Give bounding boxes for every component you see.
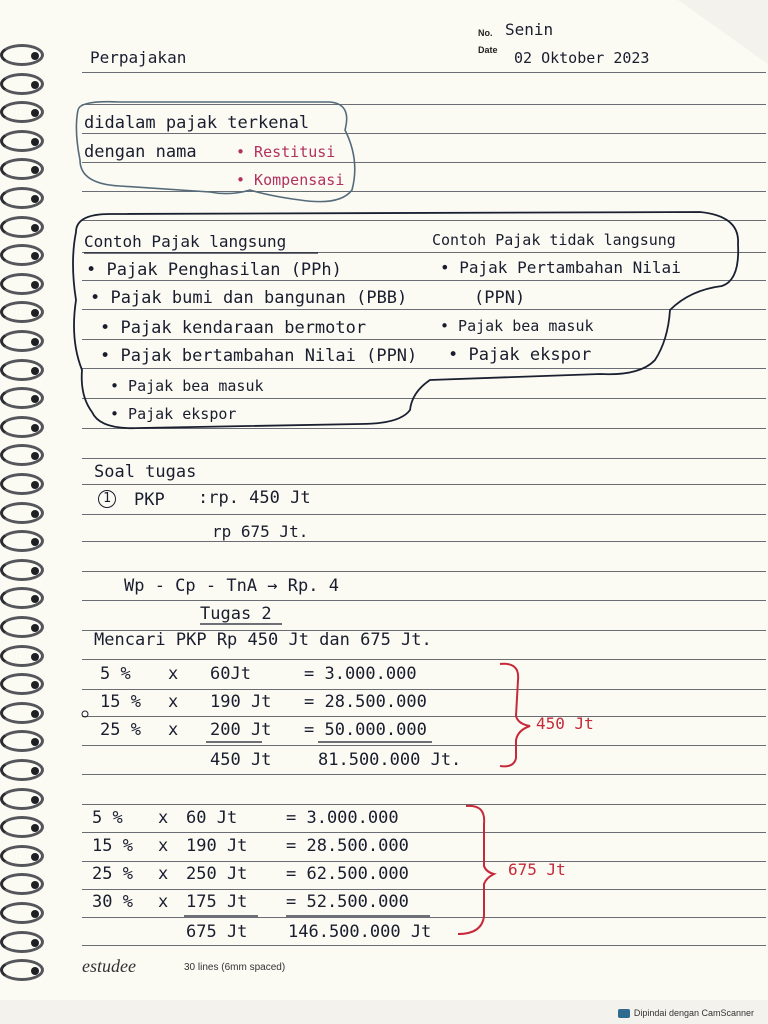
table-cell-amt: 175 Jt [186,892,248,912]
table-cell-amt: 60 Jt [186,808,238,828]
date-label: Date [478,45,498,55]
camscanner-icon [618,1009,630,1018]
table-cell-res: = 3.000.000 [286,808,399,828]
right-item: • Pajak bea masuk [440,317,594,335]
table-cell-amt: 190 Jt [210,692,272,712]
scanner-text: Dipindai dengan CamScanner [633,1008,754,1018]
no-label: No. [478,28,493,38]
table-cell-amt: 200 Jt [210,720,272,740]
table-cell-amt: 250 Jt [186,864,248,884]
left-item: • Pajak Penghasilan (PPh) [86,260,342,280]
t1-total-res: 81.500.000 Jt. [318,750,462,770]
no-value: Senin [505,20,554,39]
table-cell-pct: 25 % [92,864,133,884]
right-item: (PPN) [474,288,526,308]
t1-total-amt: 450 Jt [210,750,272,770]
date-value: 02 Oktober 2023 [514,49,650,67]
pkp-value-1: :rp. 450 Jt [198,488,311,508]
note-line-2: dengan nama [84,142,197,162]
left-item: • Pajak bumi dan bangunan (PBB) [90,288,408,308]
left-item: • Pajak kendaraan bermotor [100,318,367,338]
table-cell-res: = 28.500.000 [304,692,427,712]
right-heading: Contoh Pajak tidak langsung [432,231,676,249]
table-cell-x: x [158,808,169,828]
table-cell-res: = 62.500.000 [286,864,409,884]
table-cell-res: = 50.000.000 [304,720,427,740]
note-item-restitusi: • Restitusi [236,143,336,161]
soal-number: 1 [98,490,116,508]
table-cell-pct: 15 % [100,692,141,712]
table-cell-x: x [168,664,179,684]
t2-total-res: 146.500.000 Jt [288,922,432,942]
left-heading: Contoh Pajak langsung [84,232,287,251]
note-line-1: didalam pajak terkenal [84,113,310,133]
table-cell-res: = 28.500.000 [286,836,409,856]
table-cell-pct: 5 % [100,664,131,684]
table-cell-pct: 30 % [92,892,133,912]
note-item-kompensasi: • Kompensasi [236,171,345,189]
soal-heading: Soal tugas [94,462,197,482]
tugas-2: Tugas 2 [200,604,272,624]
bracket-label-450: 450 Jt [536,714,594,733]
pkp-label: PKP [134,490,165,510]
t2-total-amt: 675 Jt [186,922,248,942]
bracket-label-675: 675 Jt [508,860,566,879]
table-cell-x: x [158,864,169,884]
page-title: Perpajakan [90,48,187,67]
scanner-watermark [618,1008,754,1018]
table-cell-x: x [168,692,179,712]
table-cell-x: x [158,892,169,912]
table-cell-x: x [158,836,169,856]
table-cell-pct: 25 % [100,720,141,740]
left-item: • Pajak ekspor [110,405,237,423]
table-cell-amt: 60Jt [210,664,251,684]
left-item: • Pajak bea masuk [110,377,264,395]
brand-logo: estudee [82,956,136,976]
table-cell-pct: 15 % [92,836,133,856]
pkp-value-2: rp 675 Jt. [212,522,309,541]
right-item: • Pajak Pertambahan Nilai [440,258,681,277]
left-item: • Pajak bertambahan Nilai (PPN) [100,346,418,366]
formula: Wp - Cp - TnA → Rp. 4 [124,576,339,596]
table-cell-pct: 5 % [92,808,123,828]
mencari-line: Mencari PKP Rp 450 Jt dan 675 Jt. [94,630,432,650]
table-cell-x: x [168,720,179,740]
lines-note: 30 lines (6mm spaced) [184,962,286,973]
right-item: • Pajak ekspor [448,345,592,365]
table-cell-res: = 3.000.000 [304,664,417,684]
table-cell-res: = 52.500.000 [286,892,409,912]
table-cell-amt: 190 Jt [186,836,248,856]
